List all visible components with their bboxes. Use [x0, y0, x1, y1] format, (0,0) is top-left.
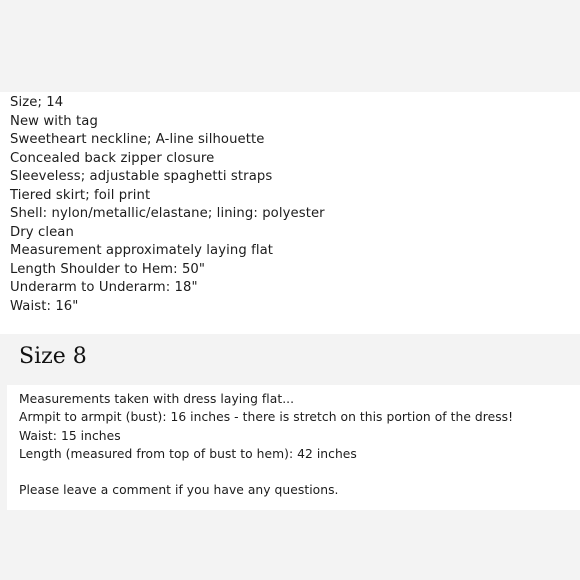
detail-skirt: Tiered skirt; foil print	[10, 187, 151, 203]
detail-straps: Sleeveless; adjustable spaghetti straps	[10, 169, 273, 184]
detail-length: Length Shoulder to Hem: 50"	[10, 261, 206, 277]
detail-material: Shell: nylon/metallic/elastane; lining: polyester	[10, 206, 325, 221]
detail-waist: Waist: 16"	[10, 298, 79, 314]
detail-underarm: Underarm to Underarm: 18"	[10, 280, 198, 295]
detail-closure: Concealed back zipper closure	[10, 150, 215, 166]
size-8-heading: Size 8	[19, 344, 87, 369]
detail-size: Size; 14	[10, 95, 64, 110]
spacer	[19, 463, 580, 481]
detail-measurement-note: Measurement approximately laying flat	[10, 243, 274, 258]
detail-care: Dry clean	[10, 224, 74, 240]
measurement-intro: Measurements taken with dress laying flat...	[19, 392, 295, 406]
size-8-measurements-panel	[7, 385, 580, 510]
measurement-waist: Waist: 15 inches	[19, 428, 121, 443]
measurement-length: Length (measured from top of bust to hem): 42 inches	[19, 446, 357, 461]
measurement-bust: Armpit to armpit (bust): 16 inches - there is stretch on this portion of the dress!	[19, 410, 514, 425]
detail-neckline: Sweetheart neckline; A-line silhouette	[10, 132, 265, 147]
size-14-details-panel	[0, 92, 580, 334]
detail-condition: New with tag	[10, 113, 98, 129]
questions-note: Please leave a comment if you have any questions.	[19, 483, 339, 498]
